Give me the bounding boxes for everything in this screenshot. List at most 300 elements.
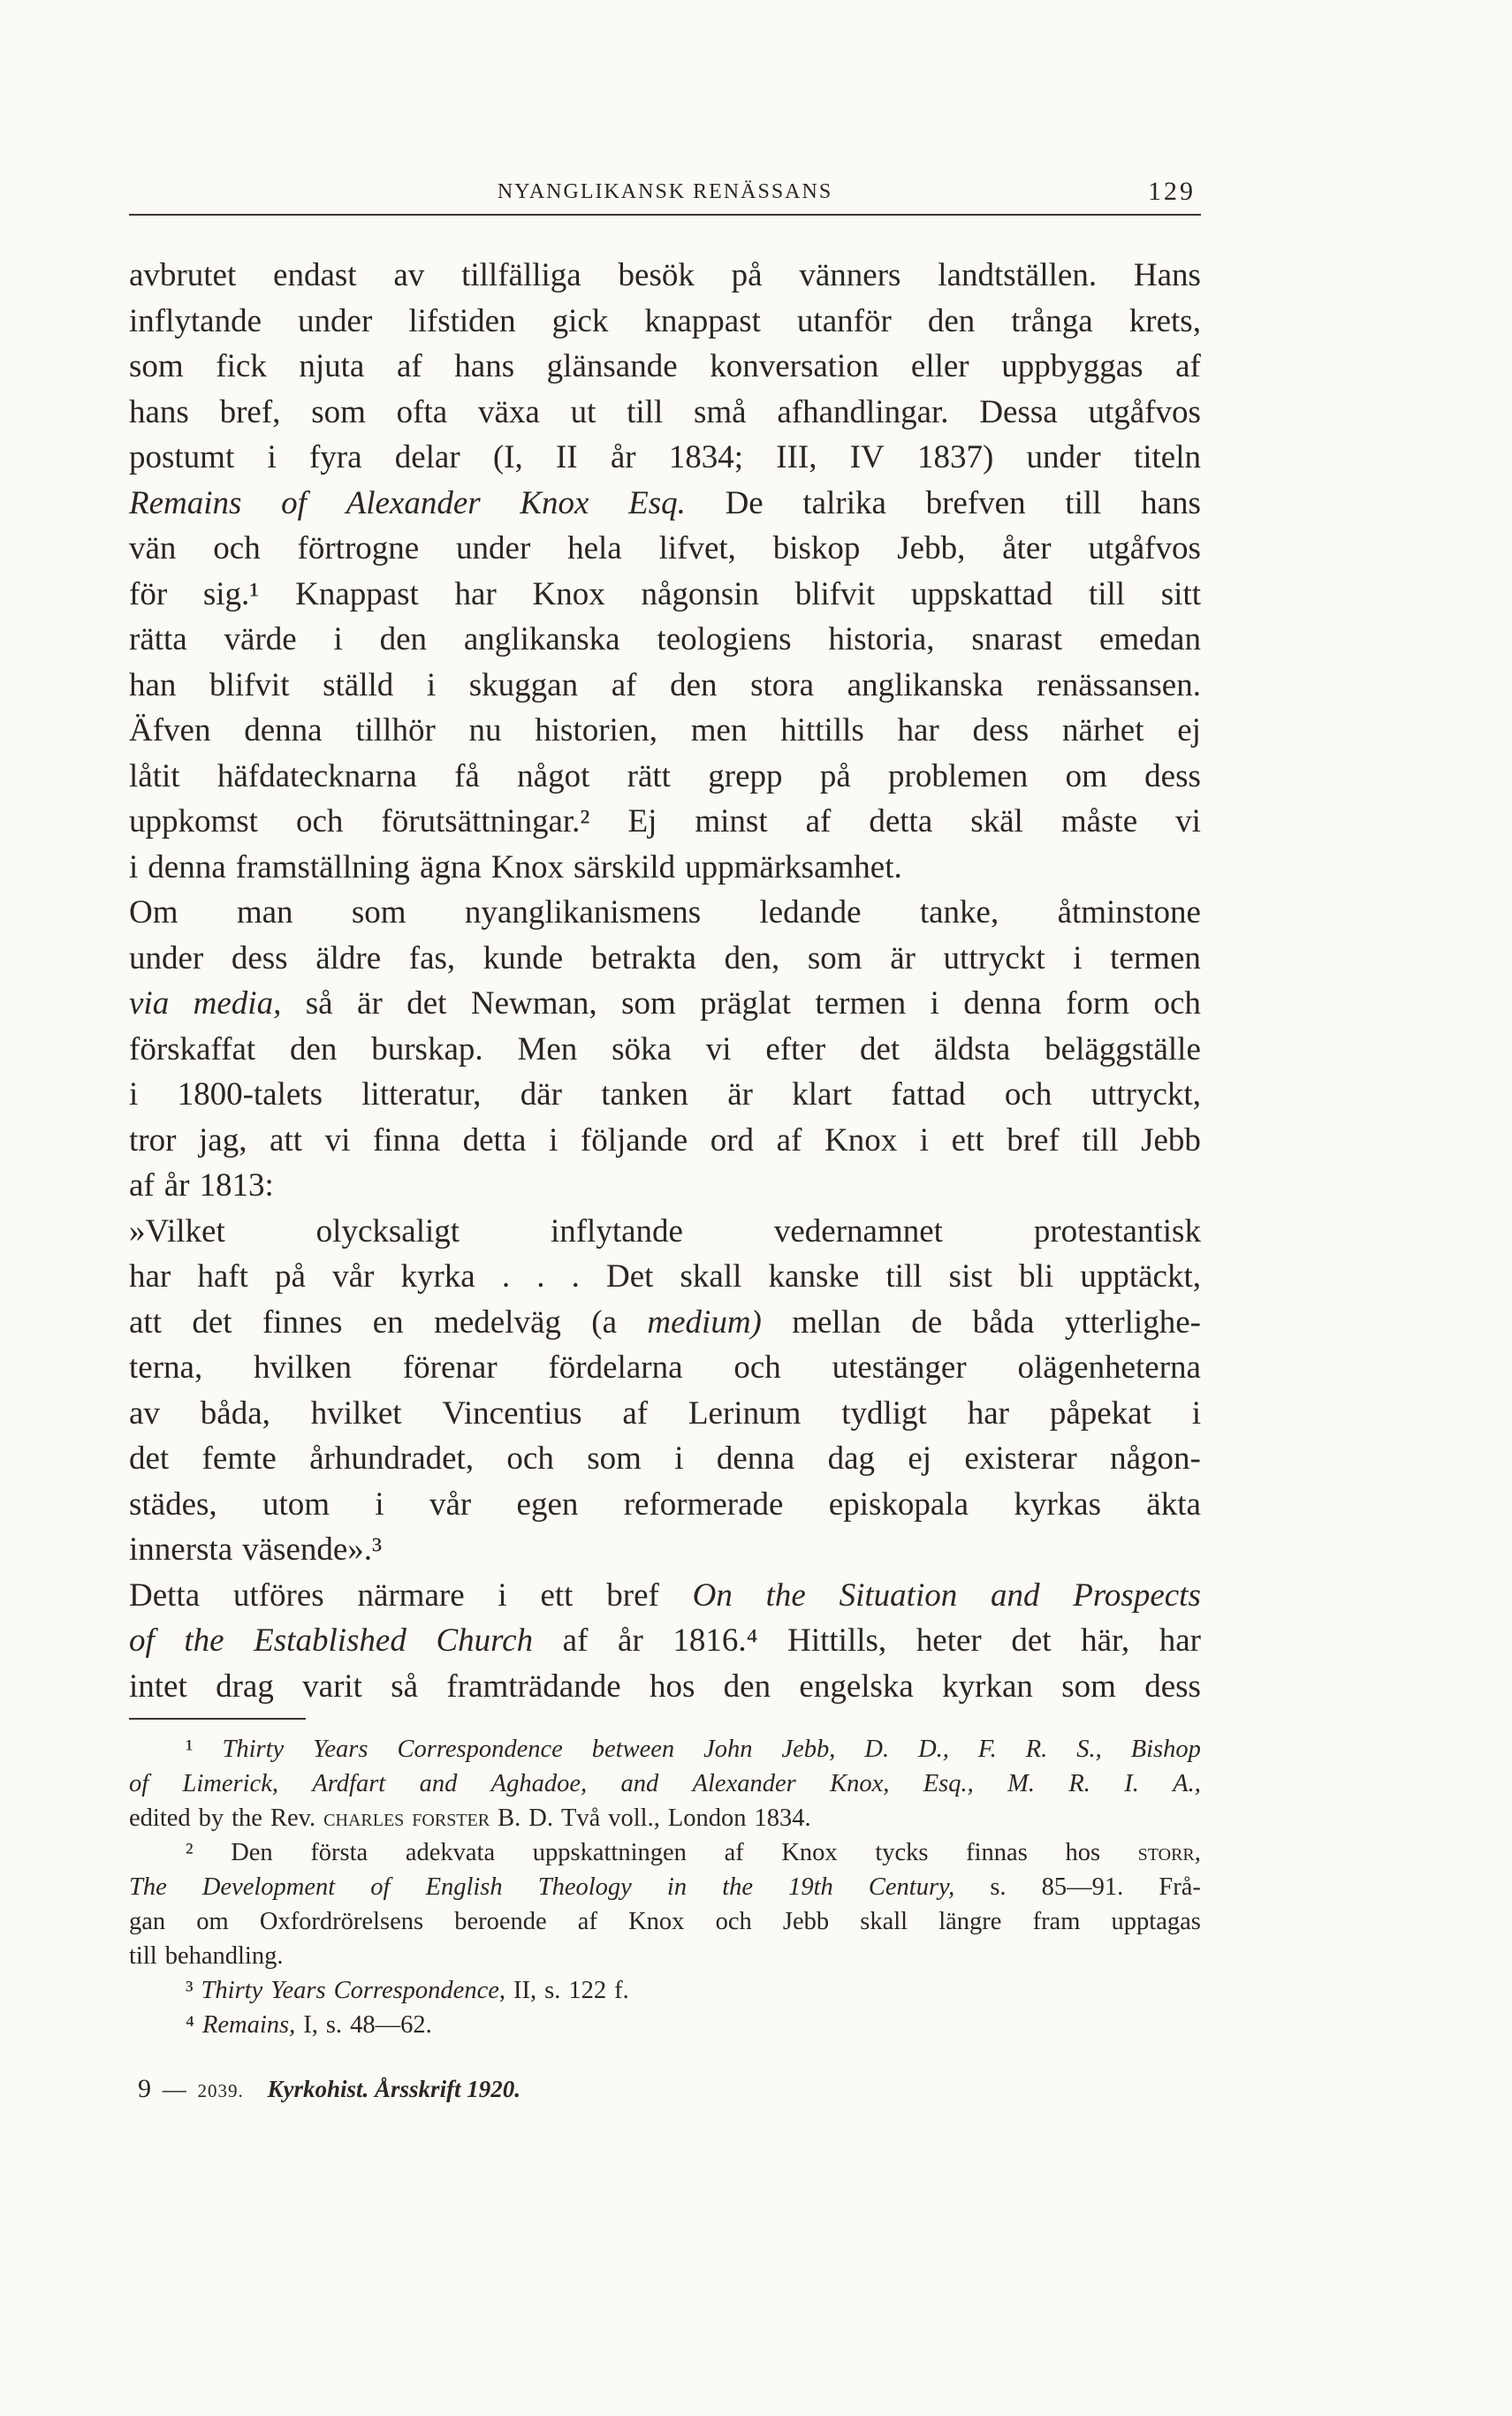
text-line xyxy=(129,799,1201,845)
word: och xyxy=(213,530,261,566)
word: på xyxy=(275,1258,306,1295)
word: närmare xyxy=(357,1576,465,1614)
word: innersta xyxy=(129,1531,233,1568)
word: D. xyxy=(864,1736,890,1763)
word: knappast xyxy=(644,302,761,339)
word: det xyxy=(406,985,447,1022)
word: den xyxy=(723,1668,771,1705)
word: hvilket xyxy=(310,1394,402,1432)
word: detta xyxy=(462,1121,527,1159)
footnote-line xyxy=(129,1835,1201,1870)
word: i xyxy=(267,439,277,475)
word: . xyxy=(536,1258,545,1295)
word: som xyxy=(311,393,366,430)
word: det xyxy=(1011,1622,1052,1659)
word: Knox xyxy=(781,1839,838,1866)
word: English xyxy=(425,1873,503,1901)
word: ej xyxy=(1177,712,1201,748)
word: jag, xyxy=(199,1121,247,1159)
word: är xyxy=(890,939,916,976)
word: glänsande xyxy=(546,348,678,384)
word: landtställen. xyxy=(938,257,1098,293)
word: uppbyggas xyxy=(1001,348,1143,384)
word: olägenheterna xyxy=(1017,1349,1201,1386)
word: delar xyxy=(394,439,460,475)
word: Knappast xyxy=(295,575,419,612)
word: egen xyxy=(516,1485,579,1523)
printer-signature xyxy=(138,2071,520,2108)
word: om xyxy=(1065,757,1107,794)
word: fattad xyxy=(891,1076,966,1113)
word: Remains xyxy=(129,484,242,521)
text-line xyxy=(129,617,1201,663)
word: första xyxy=(310,1839,369,1866)
word: inflytande xyxy=(129,302,262,339)
word: vänners xyxy=(799,257,901,293)
word: Century, xyxy=(868,1873,955,1901)
word: häfdatecknarna xyxy=(217,757,417,794)
word: uttryckt, xyxy=(1090,1076,1201,1113)
word: R. xyxy=(1025,1736,1048,1763)
word: adekvata xyxy=(405,1839,496,1866)
word: Aghadoe, xyxy=(490,1770,588,1797)
text-line xyxy=(129,1345,1201,1391)
word: som xyxy=(807,939,862,976)
word: till xyxy=(129,1942,157,1970)
word: upptäckt, xyxy=(1080,1258,1201,1295)
word: and xyxy=(991,1576,1040,1614)
word: vi xyxy=(705,1030,732,1067)
word: vän xyxy=(129,530,177,566)
word: den xyxy=(670,666,718,703)
header-rule xyxy=(129,214,1201,216)
word: hvilken xyxy=(254,1349,353,1386)
word: i xyxy=(549,1121,558,1159)
word: och xyxy=(715,1908,752,1935)
word: Theology xyxy=(537,1873,632,1901)
word: söka xyxy=(612,1030,672,1067)
journal-title: Kyrkohist. Årsskrift 1920. xyxy=(267,2076,521,2102)
word: har xyxy=(1159,1622,1201,1659)
text-line xyxy=(129,1118,1201,1164)
word: Jebb, xyxy=(781,1736,836,1763)
word: Den xyxy=(231,1839,273,1866)
word: engelska xyxy=(799,1668,914,1705)
word: små xyxy=(694,393,747,430)
word: bli xyxy=(1019,1258,1054,1295)
word: 85—91. xyxy=(1041,1873,1124,1901)
word: Knox xyxy=(490,848,565,885)
text-line xyxy=(129,663,1201,709)
text-line xyxy=(129,1163,1201,1209)
word: 19th xyxy=(788,1873,833,1901)
word: termen xyxy=(1110,939,1201,976)
word: av xyxy=(129,1394,160,1432)
word: London xyxy=(667,1804,747,1832)
word: århundradet, xyxy=(309,1440,475,1477)
word: Jebb, xyxy=(897,530,966,566)
word: Detta xyxy=(129,1576,201,1614)
text-line xyxy=(129,1391,1201,1437)
word: forster xyxy=(412,1804,490,1832)
word: rätt xyxy=(627,757,671,794)
word: inflytande xyxy=(550,1212,683,1250)
word: anglikanska xyxy=(847,666,1004,703)
word: Years xyxy=(270,1977,326,2004)
word: tydligt xyxy=(841,1394,927,1432)
word: varit xyxy=(302,1668,362,1705)
word: förskaffat xyxy=(129,1030,256,1067)
word: Lerinum xyxy=(688,1394,802,1432)
word: Ardfart xyxy=(312,1770,386,1797)
word: till xyxy=(1065,484,1102,521)
word: i xyxy=(129,848,139,885)
word: den xyxy=(379,621,428,657)
word: af xyxy=(805,803,832,840)
footnote-line xyxy=(129,1870,1201,1904)
word: ¹ xyxy=(186,1736,194,1763)
word: eller xyxy=(910,348,969,384)
word: the xyxy=(722,1873,754,1901)
word: utföres xyxy=(232,1576,324,1614)
word: ställd xyxy=(323,666,394,703)
word: skall xyxy=(680,1258,742,1295)
word: man xyxy=(236,894,293,931)
word: och xyxy=(506,1440,554,1477)
word: har xyxy=(129,1258,171,1295)
main-text xyxy=(129,253,1201,1709)
word: talrika xyxy=(802,484,886,521)
word: detta xyxy=(869,803,933,840)
word: ett xyxy=(540,1576,574,1614)
word: af xyxy=(776,1121,802,1159)
word: Frå- xyxy=(1159,1873,1201,1901)
word: finnas xyxy=(966,1839,1028,1866)
word: närhet xyxy=(1062,712,1144,748)
word: episkopala xyxy=(828,1485,969,1523)
word: On xyxy=(692,1576,733,1614)
text-line xyxy=(129,526,1201,572)
word: vi xyxy=(1175,803,1201,840)
word: 1816.⁴ xyxy=(672,1622,758,1659)
word: ägna xyxy=(419,848,482,885)
text-line xyxy=(129,1072,1201,1118)
word: fyra xyxy=(308,439,362,475)
word: Development xyxy=(201,1873,336,1901)
running-title: NYANGLIKANSK RENÄSSANS xyxy=(497,180,833,203)
word: Established xyxy=(254,1622,406,1659)
footnote-line xyxy=(129,1732,1201,1766)
word: Knox xyxy=(824,1121,898,1159)
word: Äfven xyxy=(129,712,211,748)
word: förutsättningar.² xyxy=(381,803,590,840)
word: han xyxy=(129,666,177,703)
word: och xyxy=(295,803,344,840)
word: heter xyxy=(916,1622,982,1659)
word: påpekat xyxy=(1049,1394,1151,1432)
word: skäl xyxy=(970,803,1023,840)
text-line xyxy=(129,981,1201,1027)
word: kunde xyxy=(482,939,564,976)
word: tillfälliga xyxy=(461,257,581,293)
word: teologiens xyxy=(657,621,792,657)
text-line xyxy=(129,1527,1201,1573)
word: Thirty xyxy=(201,1977,263,2004)
word: som xyxy=(587,1440,642,1477)
word: ut xyxy=(570,393,596,430)
word: fördelarna xyxy=(548,1349,683,1386)
word: äkta xyxy=(1146,1485,1201,1523)
word: dess xyxy=(972,712,1030,748)
word: termen xyxy=(815,985,907,1022)
word: här, xyxy=(1081,1622,1130,1659)
word: problemen xyxy=(888,757,1029,794)
word: and xyxy=(419,1770,458,1797)
footnotes xyxy=(129,1732,1201,2042)
word: media, xyxy=(193,985,282,1022)
word: F. xyxy=(977,1736,997,1763)
word: existerar xyxy=(964,1440,1077,1477)
word: framträdande xyxy=(446,1668,621,1705)
word: ord xyxy=(710,1121,755,1159)
word: klart xyxy=(792,1076,853,1113)
word: f. xyxy=(614,1977,629,2004)
text-line xyxy=(129,299,1201,345)
word: värde xyxy=(224,621,297,657)
word: between xyxy=(591,1736,675,1763)
word: utgåfvos xyxy=(1088,530,1201,566)
word: Correspondence, xyxy=(333,1977,506,2004)
word: II xyxy=(555,439,578,475)
text-line xyxy=(129,344,1201,390)
word: Esq., xyxy=(923,1770,974,1797)
word: äldre xyxy=(315,939,382,976)
word: har xyxy=(454,575,497,612)
word: Oxfordrörelsens xyxy=(259,1908,424,1935)
word: beläggställe xyxy=(1045,1030,1201,1067)
word: Hittills, xyxy=(787,1622,887,1659)
word: 1834; xyxy=(668,439,744,475)
word: i xyxy=(674,1440,684,1477)
word: hittills xyxy=(780,712,864,748)
word: af xyxy=(396,348,422,384)
footnote-rule xyxy=(129,1718,306,1720)
word: titeln xyxy=(1133,439,1201,475)
word: John xyxy=(703,1736,753,1763)
word: i xyxy=(426,666,437,703)
word: under xyxy=(1026,439,1101,475)
text-line xyxy=(129,1209,1201,1255)
word: denna xyxy=(963,985,1042,1022)
word: Alexander xyxy=(346,484,481,521)
word: Knox xyxy=(532,575,605,612)
word: s. xyxy=(990,1873,1007,1901)
word: äldsta xyxy=(934,1030,1011,1067)
word: snarast xyxy=(971,621,1063,657)
word: fram xyxy=(1032,1908,1081,1935)
word: de xyxy=(911,1303,943,1341)
word: särskild xyxy=(574,848,676,885)
word: i xyxy=(1073,939,1083,976)
word: of xyxy=(281,484,307,521)
word: Men xyxy=(517,1030,578,1067)
word: efter xyxy=(765,1030,826,1067)
word: under xyxy=(456,530,531,566)
word: upptagas xyxy=(1111,1908,1201,1935)
text-line xyxy=(129,1254,1201,1300)
word: Church xyxy=(436,1622,534,1659)
word: Thirty xyxy=(222,1736,285,1763)
word: af xyxy=(562,1622,589,1659)
word: hela xyxy=(567,530,622,566)
word: som xyxy=(621,985,676,1022)
word: till xyxy=(885,1258,923,1295)
word: via xyxy=(129,985,170,1022)
word: reformerade xyxy=(623,1485,784,1523)
word: olycksaligt xyxy=(315,1212,460,1250)
word: bref xyxy=(606,1576,659,1614)
word: städes, xyxy=(129,1485,217,1523)
word: som xyxy=(129,348,184,384)
word: någon- xyxy=(1110,1440,1201,1477)
word: . xyxy=(501,1258,511,1295)
word: sist xyxy=(948,1258,993,1295)
word: vår xyxy=(332,1258,375,1295)
word: the xyxy=(184,1622,224,1659)
word: framställning xyxy=(235,848,410,885)
word: Newman, xyxy=(470,985,597,1022)
word: konversation xyxy=(710,348,879,384)
word: ledande xyxy=(759,894,862,931)
word: biskop xyxy=(772,530,861,566)
word: s. xyxy=(325,2011,343,2039)
word: i xyxy=(1191,1394,1201,1432)
word: åter xyxy=(1002,530,1052,566)
word: uppskattningen xyxy=(532,1839,687,1866)
word: av xyxy=(393,257,425,293)
word: trånga xyxy=(1011,302,1093,339)
text-line xyxy=(129,1573,1201,1619)
word: dess xyxy=(1144,757,1201,794)
word: skall xyxy=(860,1908,908,1935)
word: i xyxy=(930,985,939,1022)
word: tillhör xyxy=(355,712,436,748)
word: M. xyxy=(1007,1770,1035,1797)
word: sig.¹ xyxy=(202,575,260,612)
word: kyrka xyxy=(400,1258,475,1295)
text-line xyxy=(129,390,1201,436)
word: där xyxy=(520,1076,562,1113)
sheet-number: 9 xyxy=(138,2074,151,2103)
footnote-line xyxy=(129,2008,1201,2042)
word: intet xyxy=(129,1668,187,1705)
word: D. xyxy=(528,1804,553,1832)
word: längre xyxy=(938,1908,1002,1935)
word: något xyxy=(517,757,590,794)
word: denna xyxy=(148,848,226,885)
word: lifvet, xyxy=(658,530,736,566)
word: till xyxy=(1088,575,1126,612)
word: till xyxy=(1082,1121,1119,1159)
word: i xyxy=(919,1121,930,1159)
word: historia, xyxy=(828,621,935,657)
text-line xyxy=(129,572,1201,618)
word: till xyxy=(627,393,664,430)
word: Rev. xyxy=(270,1804,316,1832)
text-line xyxy=(129,754,1201,800)
word: mellan xyxy=(792,1303,881,1341)
word: af xyxy=(611,666,637,703)
word: terna, xyxy=(129,1349,203,1386)
footnote-line xyxy=(129,1801,1201,1835)
text-line xyxy=(129,481,1201,527)
word: den, xyxy=(724,939,780,976)
word: hos xyxy=(649,1668,695,1705)
word: af xyxy=(1175,348,1201,384)
text-line xyxy=(129,845,1201,891)
word: nyanglikanismens xyxy=(464,894,702,931)
word: af xyxy=(577,1908,597,1935)
word: förenar xyxy=(402,1349,498,1386)
word: det xyxy=(860,1030,900,1067)
word: att xyxy=(129,1303,162,1341)
word: 1813: xyxy=(199,1167,274,1204)
word: De xyxy=(725,484,764,521)
word: historien, xyxy=(535,712,658,748)
word: of xyxy=(129,1622,155,1659)
word: beroende xyxy=(454,1908,547,1935)
word: utgåfvos xyxy=(1088,393,1201,430)
word: år xyxy=(610,439,636,475)
word: in xyxy=(666,1873,688,1901)
word: 1837) xyxy=(916,439,994,475)
word: 48—62. xyxy=(350,2011,432,2039)
footnote-line xyxy=(129,1973,1201,2008)
footnote-line xyxy=(129,1766,1201,1801)
word: form xyxy=(1066,985,1130,1022)
word: uppmärksamhet. xyxy=(685,848,902,885)
print-code: 2039. xyxy=(197,2080,244,2101)
word: Situation xyxy=(839,1576,958,1614)
word: voll., xyxy=(608,1804,660,1832)
footnote-line xyxy=(129,1904,1201,1939)
word: Limerick, xyxy=(182,1770,278,1797)
signature-dash: — xyxy=(162,2076,186,2102)
word: Dessa xyxy=(979,393,1058,430)
word: krets, xyxy=(1128,302,1201,339)
text-line xyxy=(129,890,1201,936)
word: bref, xyxy=(219,393,281,430)
word: the xyxy=(232,1804,262,1832)
word: ⁴ xyxy=(186,2011,194,2039)
word: Bishop xyxy=(1130,1736,1201,1763)
word: ytterlighe- xyxy=(1064,1303,1201,1341)
word: drag xyxy=(216,1668,274,1705)
word: om xyxy=(196,1908,229,1935)
word: I. xyxy=(1124,1770,1139,1797)
word: . xyxy=(571,1258,580,1295)
word: R. xyxy=(1068,1770,1090,1797)
word: hans xyxy=(129,393,189,430)
word: besök xyxy=(618,257,695,293)
word: kyrkas xyxy=(1014,1485,1101,1523)
word: The xyxy=(129,1873,167,1901)
word: men xyxy=(690,712,748,748)
word: njuta xyxy=(299,348,365,384)
word: åtminstone xyxy=(1057,894,1201,931)
word: of xyxy=(370,1873,391,1901)
text-line xyxy=(129,1618,1201,1664)
